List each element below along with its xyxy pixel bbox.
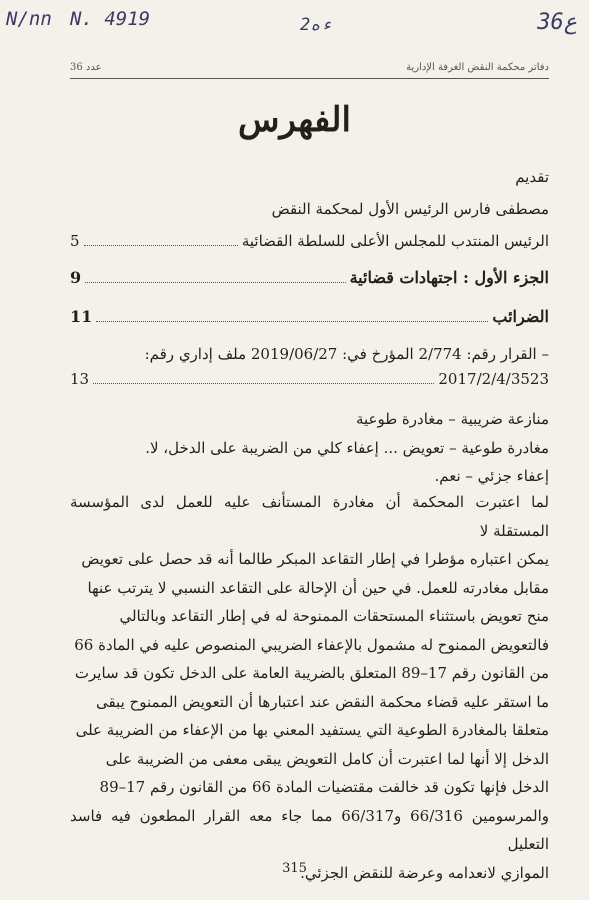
paragraph-line: من القانون رقم 17–89 المتعلق بالضريبة العامة على الدخل تكون قد سايرت	[74, 664, 549, 682]
toc-entry	[70, 307, 549, 326]
toc-entry-page: 9	[70, 268, 82, 287]
keywords-block	[70, 405, 549, 491]
author-line: مصطفى فارس الرئيس الأول لمحكمة النقض	[271, 200, 549, 218]
paragraph-line: مقابل مغادرته للعمل. في حين أن الإحالة على التقاعد النسبي لا يترتب عنها	[87, 578, 549, 597]
keyword-line: إعفاء جزئي – نعم.	[434, 467, 549, 485]
toc-leader	[84, 244, 238, 246]
paragraph-line: الدخل فإنها تكون قد خالفت مقتضيات المادة 66 من القانون رقم 17–89	[99, 778, 549, 796]
paragraph-line: منح تعويض باستثناء المستحقات الممنوحة له في إطار التقاعد وبالتالي	[119, 607, 549, 625]
handwritten-mark-left: N/nn	[6, 8, 52, 30]
handwritten-mark-right: 36ع	[537, 10, 577, 35]
page-title: الفهرس	[238, 100, 351, 140]
handwritten-mark-middle: 2ءه	[300, 15, 331, 35]
toc-entry-page: 11	[70, 307, 93, 326]
toc-entry	[70, 268, 549, 287]
decision-file-entry	[70, 370, 549, 388]
toc-entry	[70, 232, 549, 250]
series-title: دفاتر محكمة النقض الغرفة الإدارية	[406, 62, 549, 73]
paragraph-line: الدخل إلا أنها لما اعتبرت أن كامل التعويض يبقى معفى من الضريبة على	[105, 749, 549, 768]
summary-paragraph	[70, 488, 549, 887]
running-header	[70, 58, 549, 79]
keyword-line: منازعة ضريبية – مغادرة طوعية	[355, 410, 549, 428]
paragraph-line: فالتعويض الممنوح له مشمول بالإعفاء الضريبي المنصوص عليه في المادة 66	[74, 635, 549, 654]
toc-entry-title: الرئيس المنتدب للمجلس الأعلى للسلطة القضائية	[241, 232, 549, 250]
decision-line: – القرار رقم: 2/774 المؤرخ في: 2019/06/27 ملف إداري رقم:	[144, 345, 549, 363]
paragraph-line: ما استقر عليه قضاء محكمة النقض عند اعتبارها أن التعويض الممنوح يبقى	[95, 692, 549, 711]
paragraph-line: متعلقا بالمغادرة الطوعية التي يستفيد المعني بها من الإعفاء من الضريبة على	[75, 721, 549, 739]
decision-page: 13	[70, 370, 90, 388]
toc-leader	[96, 320, 488, 322]
toc-entry-title: الجزء الأول : اجتهادات قضائية	[349, 268, 549, 287]
paragraph-line: يمكن اعتباره مؤطرا في إطار التقاعد المبكر طالما أنه قد حصل على تعويض	[81, 550, 549, 568]
toc-leader	[93, 382, 434, 384]
toc-entry-page: 5	[70, 232, 80, 250]
paragraph-line: لما اعتبرت المحكمة أن مغادرة المستأنف عليه للعمل لدى المؤسسة المستقلة لا	[70, 493, 549, 540]
handwritten-number: N. 4919	[70, 8, 151, 30]
page-number: 315	[282, 861, 307, 876]
paragraph-line: والمرسومين 66/316 و66/317 مما جاء معه القرار المطعون فيه فاسد التعليل	[70, 806, 550, 853]
issue-number: عدد 36	[70, 62, 102, 73]
toc-entry-title: الضرائب	[492, 307, 549, 326]
toc-leader	[85, 281, 345, 283]
paragraph-line: الموازي لانعدامه وعرضة للنقض الجزئي.	[300, 863, 549, 882]
decision-file-number: 2017/2/4/3523	[438, 370, 549, 388]
keyword-line: مغادرة طوعية – تعويض ... إعفاء كلي من الضريبة على الدخل، لا.	[145, 438, 549, 457]
intro-label: تقديم	[515, 168, 549, 186]
